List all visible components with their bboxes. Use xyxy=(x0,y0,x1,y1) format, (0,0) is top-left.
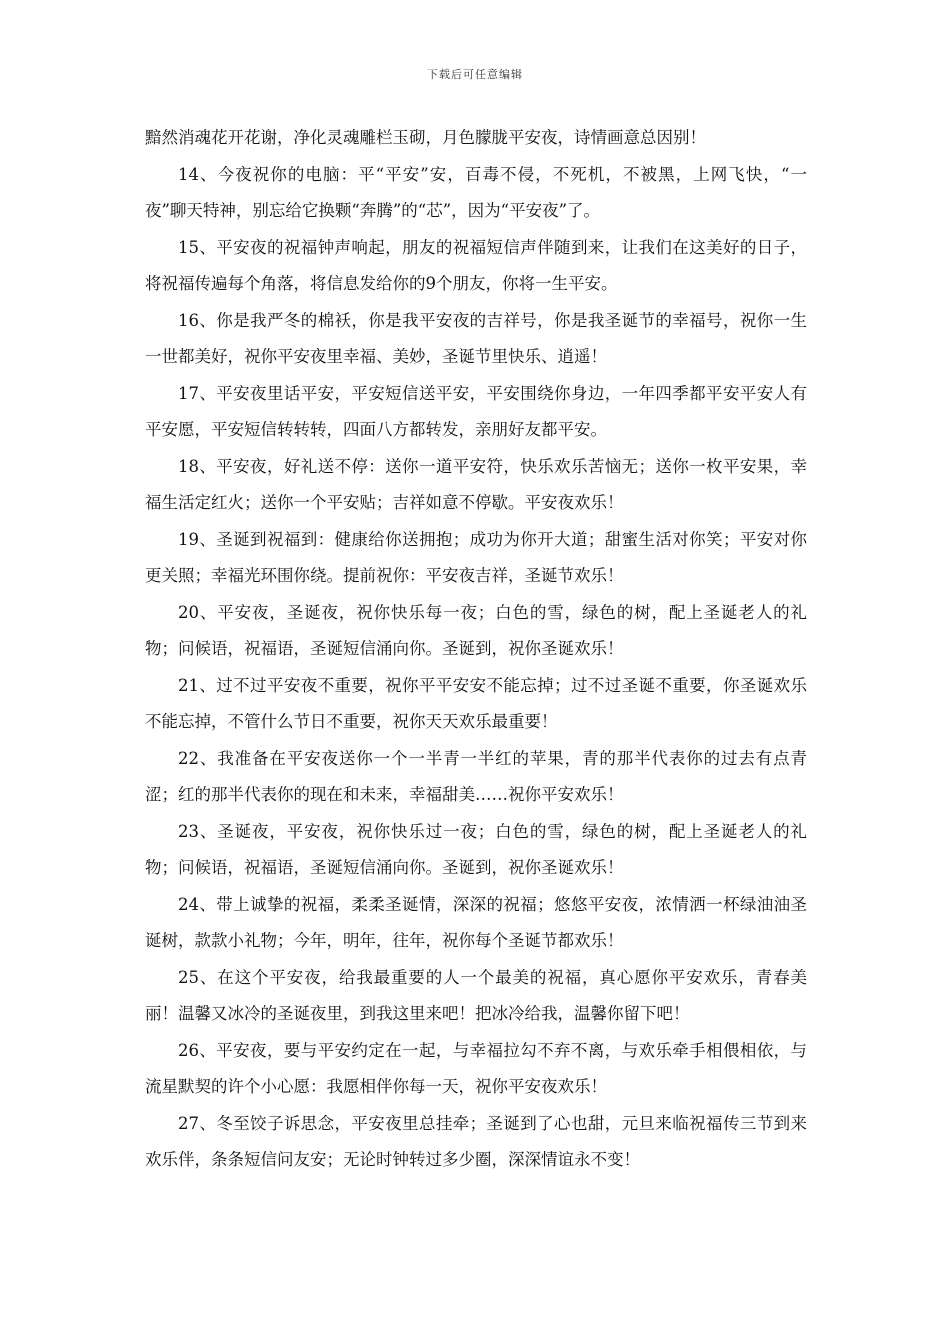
paragraph: 18、平安夜，好礼送不停：送你一道平安符，快乐欢乐苦恼无；送你一枚平安果，幸福生活定红火；送你一个平安贴；吉祥如意不停歇。平安夜欢乐！ xyxy=(145,456,807,512)
paragraph: 25、在这个平安夜，给我最重要的人一个最美的祝福，真心愿你平安欢乐，青春美丽！温馨又冰冷的圣诞夜里，到我这里来吧！把冰冷给我，温馨你留下吧！ xyxy=(145,967,807,1023)
paragraph: 26、平安夜，要与平安约定在一起，与幸福拉勾不弃不离，与欢乐牵手相偎相依，与流星默契的许个小心愿：我愿相伴你每一天，祝你平安夜欢乐！ xyxy=(145,1040,807,1096)
paragraph: 15、平安夜的祝福钟声响起，朋友的祝福短信声伴随到来，让我们在这美好的日子，将祝福传遍每个角落，将信息发给你的9个朋友，你将一生平安。 xyxy=(145,237,807,293)
paragraph: 16、你是我严冬的棉袄，你是我平安夜的吉祥号，你是我圣诞节的幸福号，祝你一生一世都美好，祝你平安夜里幸福、美妙，圣诞节里快乐、逍遥！ xyxy=(145,310,807,366)
paragraph: 19、圣诞到祝福到：健康给你送拥抱；成功为你开大道；甜蜜生活对你笑；平安对你更关照；幸福光环围你绕。提前祝你：平安夜吉祥，圣诞节欢乐！ xyxy=(145,529,807,585)
page-header: 下载后可任意编辑 xyxy=(427,68,523,81)
document-body xyxy=(145,120,807,1179)
paragraph: 22、我准备在平安夜送你一个一半青一半红的苹果，青的那半代表你的过去有点青涩；红的那半代表你的现在和未来，幸福甜美……祝你平安欢乐！ xyxy=(145,748,807,804)
paragraph: 24、带上诚挚的祝福，柔柔圣诞情，深深的祝福；悠悠平安夜，浓情洒一杯绿油油圣诞树，款款小礼物；今年，明年，往年，祝你每个圣诞节都欢乐！ xyxy=(145,894,807,950)
paragraph: 23、圣诞夜，平安夜，祝你快乐过一夜；白色的雪，绿色的树，配上圣诞老人的礼物；问候语，祝福语，圣诞短信涌向你。圣诞到，祝你圣诞欢乐！ xyxy=(145,821,807,877)
paragraph: 20、平安夜，圣诞夜，祝你快乐每一夜；白色的雪，绿色的树，配上圣诞老人的礼物；问候语，祝福语，圣诞短信涌向你。圣诞到，祝你圣诞欢乐！ xyxy=(145,602,807,658)
paragraph: 21、过不过平安夜不重要，祝你平平安安不能忘掉；过不过圣诞不重要，你圣诞欢乐不能忘掉，不管什么节日不重要，祝你天天欢乐最重要！ xyxy=(145,675,807,731)
paragraph: 27、冬至饺子诉思念，平安夜里总挂牵；圣诞到了心也甜，元旦来临祝福传三节到来欢乐伴，条条短信问友安；无论时钟转过多少圈，深深情谊永不变！ xyxy=(145,1113,807,1169)
paragraph: 黯然消魂花开花谢，净化灵魂雕栏玉砌，月色朦胧平安夜，诗情画意总因别！ xyxy=(145,128,706,147)
paragraph: 14、今夜祝你的电脑：平“平安”安，百毒不侵，不死机，不被黑，上网飞快，“一夜”聊天特神，别忘给它换颗“奔腾”的“芯”，因为“平安夜”了。 xyxy=(145,164,807,220)
paragraph: 17、平安夜里话平安，平安短信送平安，平安围绕你身边，一年四季都平安平安人有平安愿，平安短信转转转，四面八方都转发，亲朋好友都平安。 xyxy=(145,383,807,439)
